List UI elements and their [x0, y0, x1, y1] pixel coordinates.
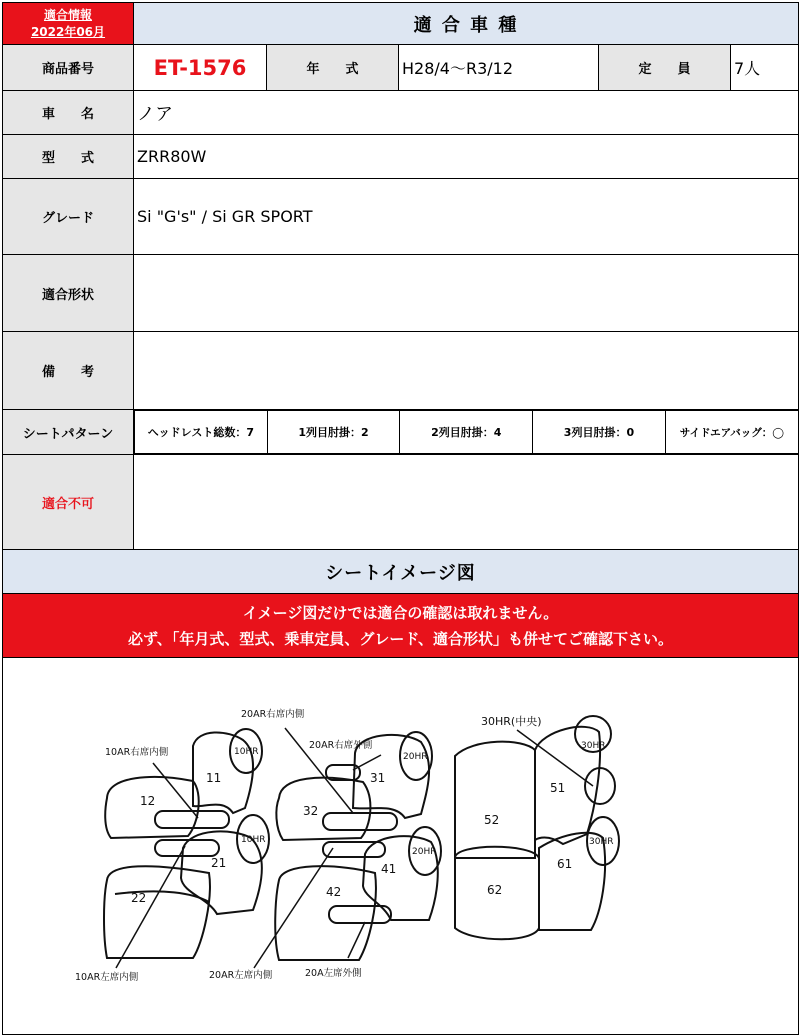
incompatible-value: [134, 455, 799, 550]
seat-21-number: 21: [211, 856, 227, 870]
seat-12-number: 12: [140, 794, 156, 808]
armrest-front: [155, 811, 229, 828]
label-20ar-right-inner: 20AR右席内側: [241, 709, 305, 720]
seat-61-back: [539, 833, 605, 930]
headrest-label-10hr-1: 10HR: [234, 747, 259, 757]
notes-label: 備 考: [3, 332, 134, 410]
fit-shape-label: 適合形状: [3, 255, 134, 332]
info-date: 2022年06月: [30, 24, 106, 39]
seat-diagram: [3, 658, 799, 1030]
armrest-mid: [323, 813, 397, 830]
seat-pattern-row3-armrest: 3列目肘掛：0: [533, 411, 666, 454]
grade-value: Si "G's" / Si GR SPORT: [134, 179, 799, 255]
leader-20ar-left-inner: [254, 848, 333, 968]
callout-labels: [75, 708, 542, 983]
notes-value: [134, 332, 799, 410]
seat-image-cell: [3, 658, 799, 1035]
seat-22-crease: [115, 891, 209, 902]
leader-10ar-right-inner: [153, 763, 198, 818]
model-value: ZRR80W: [134, 135, 799, 179]
headrest-label-30hr-1: 30HR: [581, 741, 606, 751]
capacity-value: 7人: [731, 45, 799, 91]
seat-62-number: 62: [487, 883, 503, 897]
product-no-label: 商品番号: [3, 45, 134, 91]
leader-10ar-left-inner: [116, 846, 185, 968]
label-20ar-left-inner: 20AR左席内側: [209, 970, 273, 981]
headrest-30hr-center: [585, 768, 615, 804]
headrest-label-30hr-2: 30HR: [589, 837, 614, 847]
year-label: 年 式: [267, 45, 399, 91]
seat-11-number: 11: [206, 771, 222, 785]
seat-52-back: [455, 742, 535, 858]
label-10ar-right-inner: 10AR右席内側: [105, 747, 169, 758]
seat-61-number: 61: [557, 857, 573, 871]
grade-label: グレード: [3, 179, 134, 255]
warning-line-1: イメージ図だけでは適合の確認は取れません。: [242, 603, 559, 622]
label-30hr-center: 30HR(中央): [481, 715, 542, 728]
headrest-label-20hr-2: 20HR: [412, 847, 437, 857]
fitment-info-badge: [3, 3, 134, 45]
seat-41-number: 41: [381, 862, 397, 876]
warning-line-2: 必ず、「年月式、型式、乗車定員、グレード、適合形状」も併せてご確認下さい。: [128, 629, 673, 648]
seat-pattern-headrest-total: ヘッドレスト総数：7: [135, 411, 268, 454]
seat-32-number: 32: [303, 804, 319, 818]
headrest-label-20hr-1: 20HR: [403, 752, 428, 762]
product-no: ET-1576: [134, 45, 267, 91]
label-10ar-left-inner: 10AR左席内側: [75, 972, 139, 983]
car-name: ノア: [134, 91, 799, 135]
incompatible-label: 適合不可: [3, 455, 134, 550]
fit-shape-value: [134, 255, 799, 332]
seat-pattern-side-airbag: サイドエアバッグ：◯: [665, 411, 798, 454]
page-title: 適 合 車 種: [134, 3, 799, 45]
headrest-label-10hr-2: 10HR: [241, 835, 266, 845]
leader-20ar-right-outer: [353, 755, 381, 770]
seat-pattern-cell: [134, 410, 799, 455]
seat-pattern-label: シートパターン: [3, 410, 134, 455]
fitment-table: [2, 2, 799, 1035]
info-label: 適合情報: [43, 7, 92, 22]
leader-30hr-center: [517, 730, 593, 786]
label-20a-left-outer: 20A左席外側: [305, 968, 362, 979]
seat-51-number: 51: [550, 781, 566, 795]
seat-22-back: [104, 866, 210, 958]
label-20ar-right-outer: 20AR右席外側: [309, 740, 373, 751]
seat-22-number: 22: [131, 891, 147, 905]
model-label: 型 式: [3, 135, 134, 179]
seat-group-middle: [275, 732, 441, 960]
seat-pattern-list: [134, 410, 798, 454]
seat-31-number: 31: [370, 771, 386, 785]
image-section-title: シートイメージ図: [3, 550, 799, 594]
car-name-label: 車 名: [3, 91, 134, 135]
capacity-label: 定 員: [599, 45, 731, 91]
seat-52-number: 52: [484, 813, 500, 827]
year-value: H28/4〜R3/12: [399, 45, 599, 91]
seat-42-number: 42: [326, 885, 342, 899]
seat-pattern-row1-armrest: 1列目肘掛：2: [267, 411, 400, 454]
image-warning: [3, 594, 799, 658]
seat-pattern-row2-armrest: 2列目肘掛：4: [400, 411, 533, 454]
